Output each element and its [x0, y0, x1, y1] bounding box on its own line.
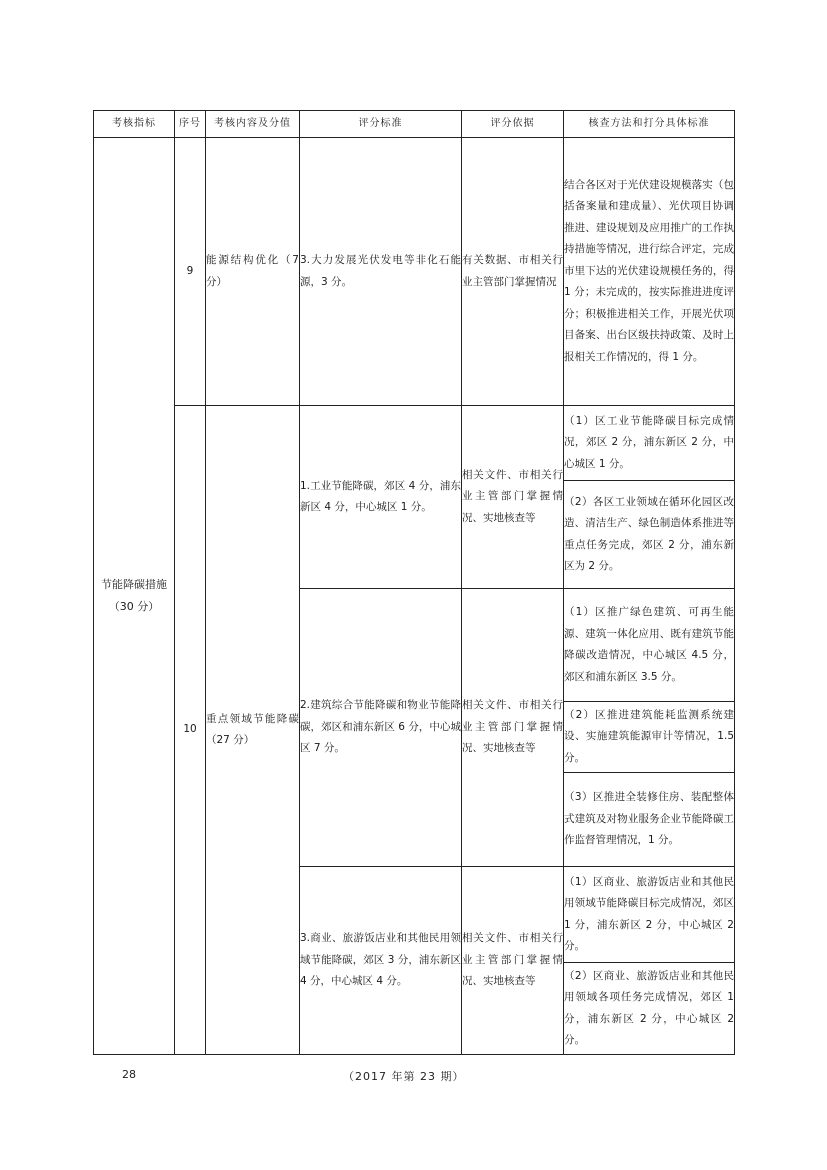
criterion-cell: 3.大力发展光伏发电等非化石能源，3 分。	[300, 138, 462, 406]
method-cell: （1）区推广绿色建筑、可再生能源、建筑一体化应用、既有建筑节能降碳改造情况，中心城区 4.5 分，郊区和浦东新区 3.5 分。	[564, 589, 735, 702]
method-cell: （3）区推进全装修住房、装配整体式建筑及对物业服务企业节能降碳工作监督管理情况，1 分。	[564, 773, 735, 867]
table-header-row	[94, 111, 735, 138]
method-cell: 结合各区对于光伏建设规模落实（包括备案量和建成量）、光伏项目协调推进、建设规划及应用推广的工作执持措施等情况，进行综合评定，完成市里下达的光伏建设规模任务的，得 1 分；未完成的，按实际推进进度评分；积极推进相关工作，开展光伏项目备案、出台区级扶持政策、及时上报相关工作情况的，得 1 分。	[564, 138, 735, 406]
header-seq: 序号	[175, 111, 206, 138]
criterion-cell: 3.商业、旅游饭店业和其他民用领域节能降碳，郊区 3 分，浦东新区 4 分，中心城区 4 分。	[300, 867, 462, 1055]
header-content: 考核内容及分值	[206, 111, 300, 138]
method-cell: （1）区工业节能降碳目标完成情况，郊区 2 分，浦东新区 2 分，中心城区 1 分。	[564, 406, 735, 481]
table-row	[94, 138, 735, 406]
basis-cell: 相关文件、市相关行业主管部门掌握情况、实地核查等	[462, 406, 564, 589]
method-cell: （2）各区工业领域在循环化园区改造、清洁生产、绿色制造体系推进等重点任务完成，郊区 2 分，浦东新区为 2 分。	[564, 481, 735, 589]
seq-cell: 9	[175, 138, 206, 406]
header-criterion: 评分标准	[300, 111, 462, 138]
method-cell: （2）区商业、旅游饭店业和其他民用领域各项任务完成情况，郊区 1 分，浦东新区 2 分，中心城区 2 分。	[564, 963, 735, 1055]
content-cell: 能源结构优化（7 分）	[206, 138, 300, 406]
basis-cell: 相关文件、市相关行业主管部门掌握情况、实地核查等	[462, 589, 564, 867]
seq-cell: 10	[175, 406, 206, 1055]
header-basis: 评分依据	[462, 111, 564, 138]
table-row	[94, 406, 735, 481]
method-cell: （1）区商业、旅游饭店业和其他民用领域节能降碳目标完成情况，郊区 1 分，浦东新区 2 分，中心城区 2 分。	[564, 867, 735, 963]
category-cell: 节能降碳措施（30 分）	[94, 138, 175, 1055]
method-cell: （2）区推进建筑能耗监测系统建设、实施建筑能源审计等情况，1.5 分。	[564, 702, 735, 773]
basis-cell: 有关数据、市相关行业主管部门掌握情况	[462, 138, 564, 406]
issue-label: （2017 年第 23 期）	[343, 1070, 465, 1083]
header-method: 核查方法和打分具体标准	[564, 111, 735, 138]
criterion-cell: 1.工业节能降碳，郊区 4 分，浦东新区 4 分，中心城区 1 分。	[300, 406, 462, 589]
page-number: 28	[122, 1068, 136, 1081]
criterion-cell: 2.建筑综合节能降碳和物业节能降碳，郊区和浦东新区 6 分，中心城区 7 分。	[300, 589, 462, 867]
assessment-table	[93, 110, 735, 1055]
basis-cell: 相关文件、市相关行业主管部门掌握情况、实地核查等	[462, 867, 564, 1055]
header-indicator: 考核指标	[94, 111, 175, 138]
content-cell: 重点领域节能降碳（27 分）	[206, 406, 300, 1055]
